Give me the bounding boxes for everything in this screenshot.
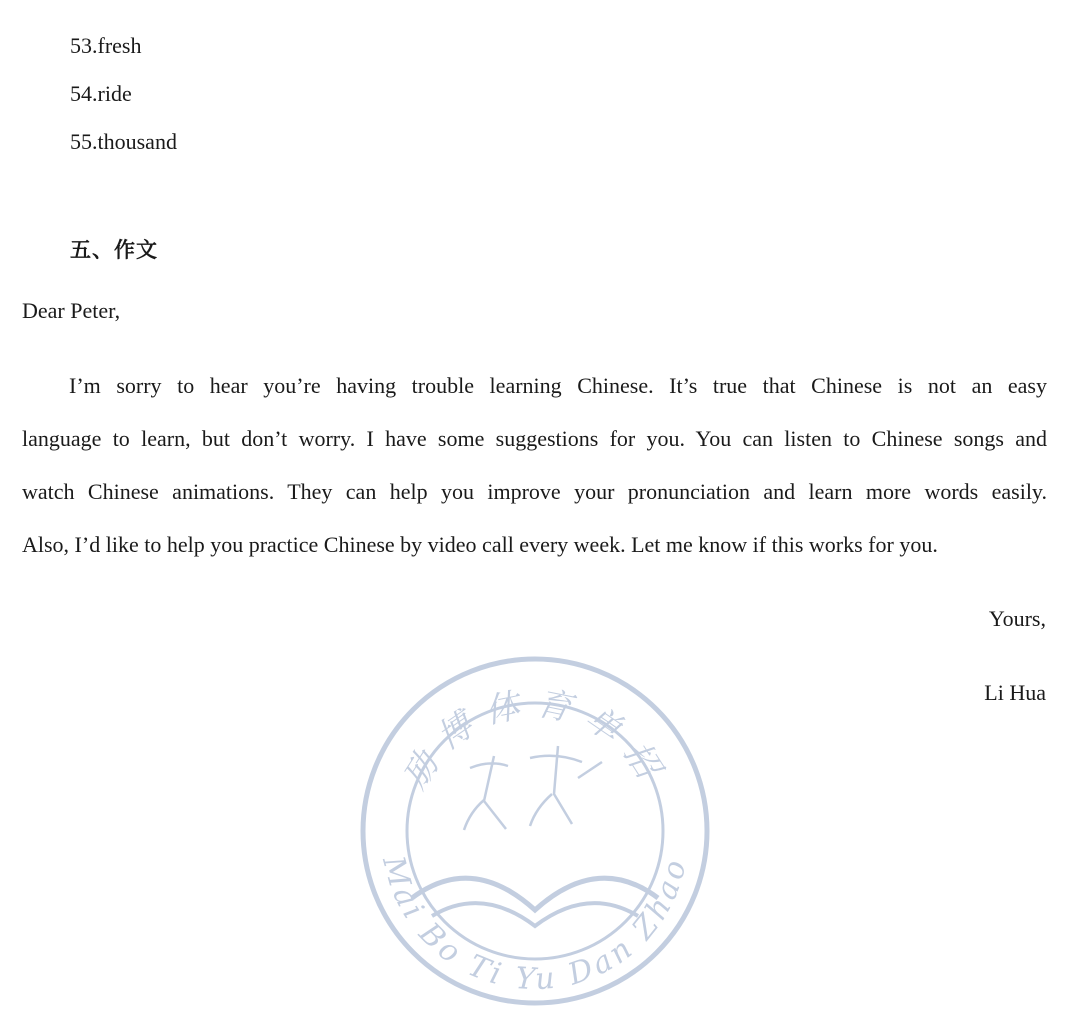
answer-55: 55.thousand xyxy=(70,129,177,154)
answer-54: 54.ride xyxy=(70,81,132,106)
letter-body-line: Also, I’d like to help you practice Chinese by video call every week. Let me know if this works for you. xyxy=(22,532,938,557)
seal-outer-ring xyxy=(363,659,707,1003)
seal-top-text: 劢博体育单招 xyxy=(394,683,676,797)
seal-figure-right xyxy=(530,746,602,826)
letter-signature: Li Hua xyxy=(984,680,1046,705)
watermark-seal xyxy=(352,648,718,1014)
answer-53: 53.fresh xyxy=(70,33,142,58)
letter-closing: Yours, xyxy=(988,606,1046,631)
seal-book-top xyxy=(412,878,658,910)
seal-book-bottom xyxy=(432,903,638,926)
letter-body-line: language to learn, but don’t worry. I have some suggestions for you. You can listen to Chinese songs and xyxy=(22,426,1047,451)
letter-salutation: Dear Peter, xyxy=(22,298,121,323)
letter-body-line: watch Chinese animations. They can help you improve your pronunciation and learn more words easily. xyxy=(22,479,1047,504)
seal-figure-left xyxy=(464,756,508,830)
letter-body-line: I’m sorry to hear you’re having trouble learning Chinese. It’s true that Chinese is not an easy xyxy=(69,373,1047,398)
section-heading: 五、作文 xyxy=(70,238,158,262)
seal-bottom-text: Mai Bo Ti Yu Dan Zhao xyxy=(375,852,695,998)
